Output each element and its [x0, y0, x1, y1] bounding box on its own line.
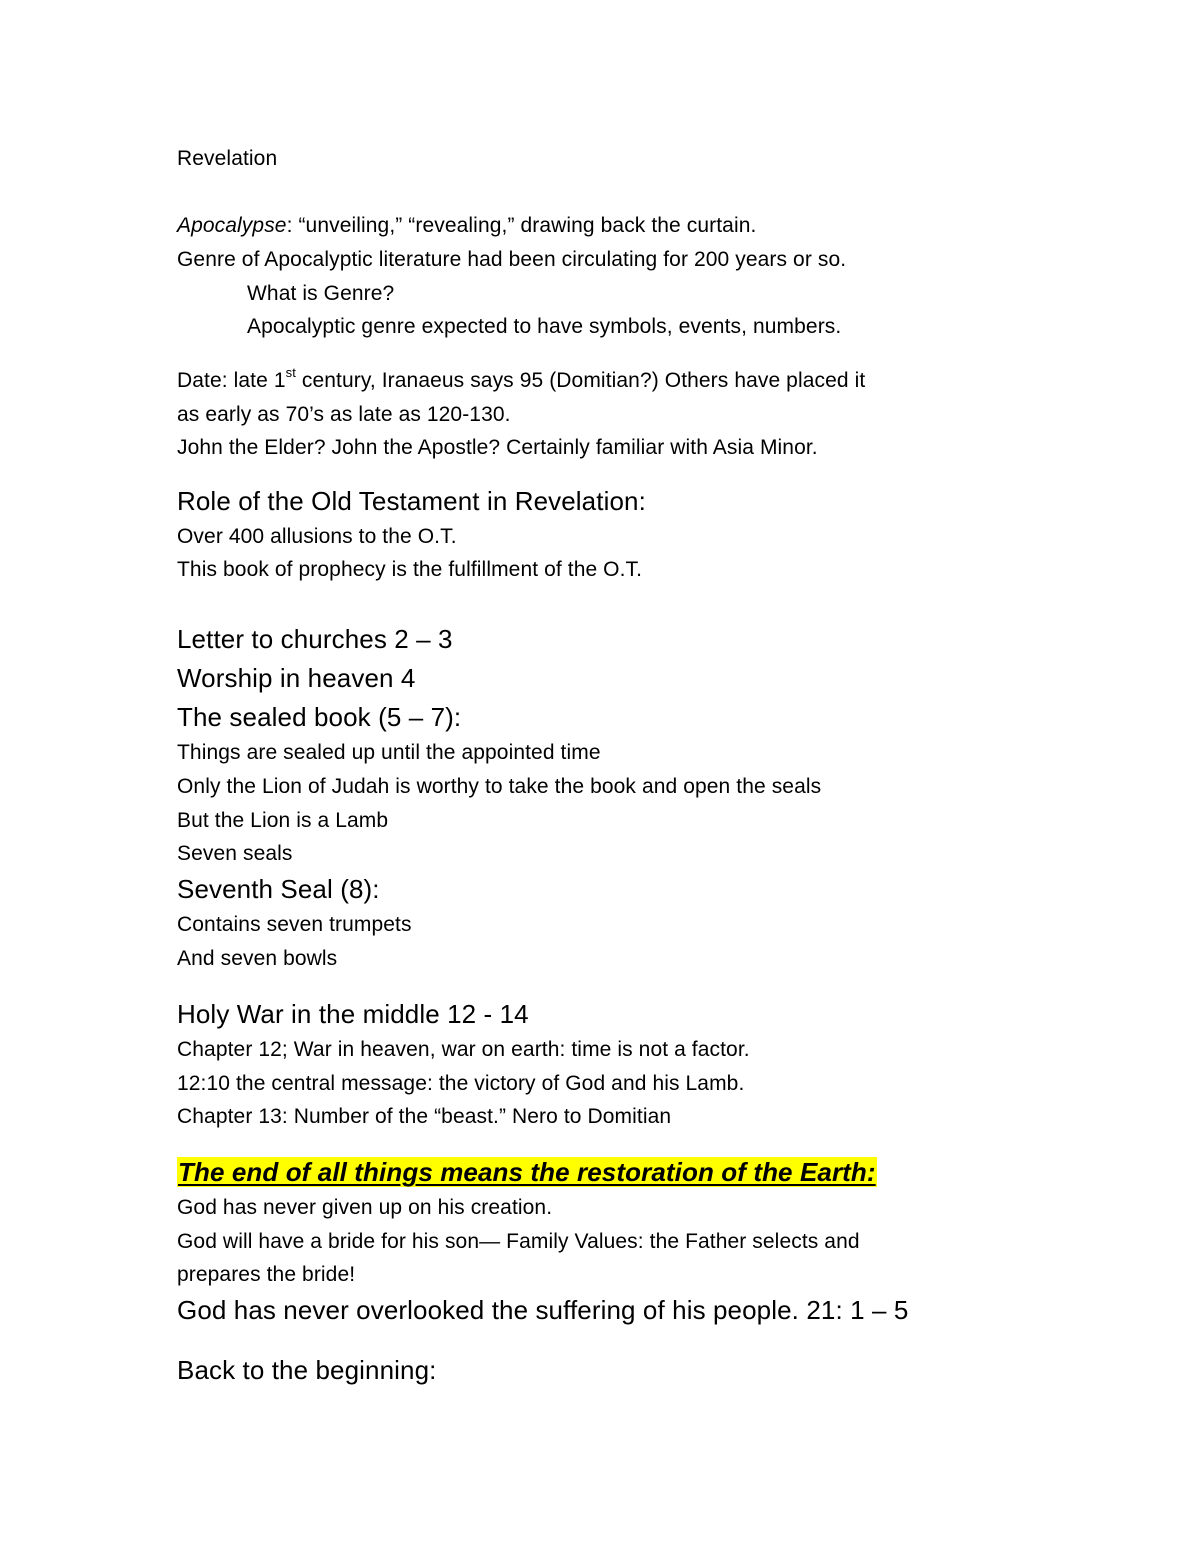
old-testament-heading: Role of the Old Testament in Revelation: [177, 486, 646, 516]
apocalypse-term: Apocalypse [177, 214, 287, 237]
suffering-line: God has never overlooked the suffering of his people. 21: 1 – 5 [177, 1295, 909, 1325]
apocalypse-definition-text: : “unveiling,” “revealing,” drawing back the curtain. [286, 214, 757, 237]
holy-war-item: Chapter 13: Number of the “beast.” Nero to Domitian [177, 1105, 672, 1128]
holy-war-heading: Holy War in the middle 12 - 14 [177, 999, 529, 1029]
end-item: God will have a bride for his son— Family Values: the Father selects and [177, 1230, 860, 1253]
end-item: God has never given up on his creation. [177, 1196, 553, 1219]
document-title: Revelation [177, 147, 278, 170]
sealed-item: Seven seals [177, 842, 293, 865]
date-ordinal-sup: st [285, 365, 296, 380]
date-line [177, 365, 866, 394]
old-testament-item: This book of prophecy is the fulfillment of the O.T. [177, 558, 643, 581]
sealed-item: Things are sealed up until the appointed time [177, 741, 601, 764]
authorship-line: John the Elder? John the Apostle? Certainly familiar with Asia Minor. [177, 436, 818, 459]
end-item: prepares the bride! [177, 1263, 356, 1286]
holy-war-item: 12:10 the central message: the victory of God and his Lamb. [177, 1072, 745, 1095]
date-before-sup: Date: late 1 [177, 369, 286, 392]
date-after-sup: century, Iranaeus says 95 (Domitian?) Others have placed it [295, 369, 866, 392]
apocalypse-definition [177, 213, 756, 239]
date-line-2: as early as 70’s as late as 120-130. [177, 403, 511, 426]
genre-expectation: Apocalyptic genre expected to have symbols, events, numbers. [247, 315, 842, 338]
outline-seventh-seal: Seventh Seal (8): [177, 874, 380, 904]
outline-sealed-book: The sealed book (5 – 7): [177, 702, 462, 732]
sealed-item: Only the Lion of Judah is worthy to take the book and open the seals [177, 775, 822, 798]
back-to-beginning: Back to the beginning: [177, 1355, 437, 1385]
seventh-item: Contains seven trumpets [177, 913, 412, 936]
outline-worship: Worship in heaven 4 [177, 663, 416, 693]
seventh-item: And seven bowls [177, 947, 338, 970]
holy-war-item: Chapter 12; War in heaven, war on earth: time is not a factor. [177, 1038, 750, 1061]
genre-question: What is Genre? [247, 282, 395, 305]
old-testament-item: Over 400 allusions to the O.T. [177, 525, 457, 548]
outline-letters: Letter to churches 2 – 3 [177, 624, 453, 654]
sealed-item: But the Lion is a Lamb [177, 809, 389, 832]
genre-line: Genre of Apocalyptic literature had been circulating for 200 years or so. [177, 248, 847, 271]
end-heading-highlight: The end of all things means the restoration of the Earth: [178, 1157, 876, 1187]
end-heading [177, 1156, 877, 1188]
